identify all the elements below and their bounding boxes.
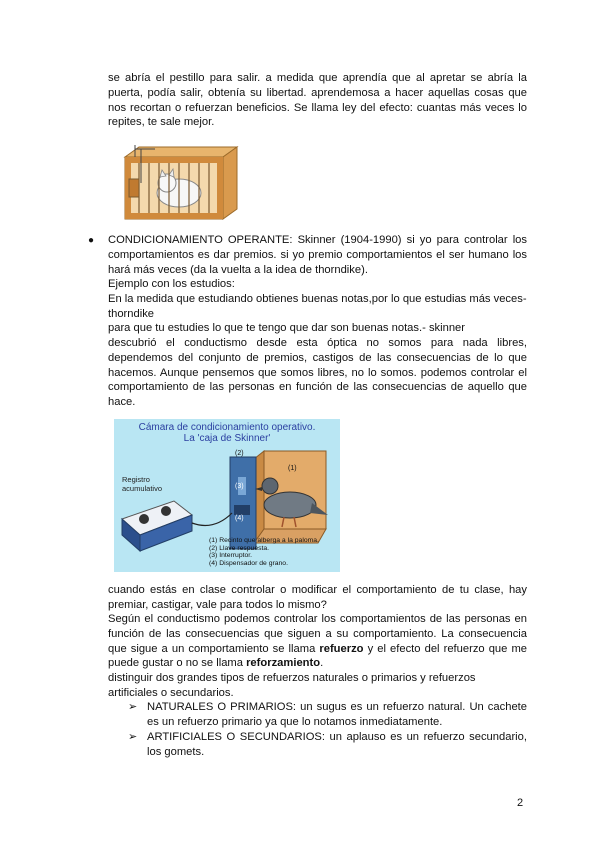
ejemplo-heading: Ejemplo con los estudios:: [108, 278, 235, 290]
reforzamiento-term: reforzamiento: [246, 657, 321, 670]
clase-question: cuando estás en clase controlar o modificar el comportamiento de tu clase, hay premiar, castigar, vale para todos lo mismo?: [108, 584, 527, 611]
refuerzo-text-a: Según el conductismo podemos controlar los comportamientos de las personas en función de las consecuencias que siguen a su comportamiento. La consecuencia que sigue a un comportamiento se llama: [108, 613, 527, 655]
intro-paragraph: se abría el pestillo para salir. a medida que aprendía que al apretar se abría la puerta, podía salir, obtenía su libertad. aprendemosa a hacer aquellas cosas que nos recortan o refuerzan beneficios. Se llama ley del efecto: cuantas más veces lo repites, te sale mejor.: [108, 72, 527, 129]
ejemplo-skinner: para que tu estudies lo que te tengo que dar son buenas notas.- skinner: [108, 322, 466, 334]
label-2: (2): [235, 450, 244, 457]
legend-item: (3) Interruptor.: [209, 552, 253, 560]
page-number: 2: [517, 797, 524, 809]
refuerzo-term: refuerzo: [319, 642, 364, 655]
figure-title-2: La 'caja de Skinner': [183, 433, 271, 444]
refuerzo-paragraph: [108, 612, 527, 671]
registro-label-2: acumulativo: [122, 484, 163, 493]
ejemplo-thorndike: En la medida que estudiando obtienes buenas notas,por lo que estudias más veces-thorndike: [108, 293, 527, 320]
legend-item: (1) Recinto que alberga a la paloma.: [209, 537, 319, 544]
operante-paragraph: CONDICIONAMIENTO OPERANTE: Skinner (1904-1990) si yo para controlar los comportamientos es dar premios. si yo premio comportamientos el ser humano los hará más veces (da la vuelta a la idea de thorndike).: [108, 234, 527, 276]
arrow-bullet-icon: ➢: [128, 701, 138, 713]
figure-title-1: Cámara de condicionamiento operativo.: [138, 422, 316, 433]
registro-label-1: Registro: [122, 475, 150, 484]
artificiales-item: ARTIFICIALES O SECUNDARIOS: un aplauso es un refuerzo secundario, los gomets.: [147, 731, 527, 758]
figure-legend: [209, 537, 319, 567]
naturales-item: NATURALES O PRIMARIOS: un sugus es un refuerzo natural. Un cachete es un refuerzo primario ya que lo notamos inmediatamente.: [147, 701, 527, 728]
cat-puzzle-box-image: [115, 143, 240, 222]
label-1: (1): [288, 465, 297, 472]
legend-item: (2) Llave respuesta.: [209, 544, 270, 552]
refuerzo-text-e: .: [320, 657, 324, 670]
refuerzo-text-c: y el efecto del refuerzo que me puede gustar o no se llama: [108, 642, 527, 670]
label-3: (3): [235, 483, 244, 490]
tipos-refuerzos: distinguir dos grandes tipos de refuerzos naturales o primarios y refuerzos artificiales o secundarios.: [108, 672, 476, 699]
conductismo-paragraph: descubrió el conductismo desde esta óptica no somos para nada libres, dependemos del conjunto de premios, castigos de las consecuencias de lo que hacemos. Aunque pensemos que somos libres, no lo somos. podemos controlar el comportamiento de las personas en función de las consecuencias de aquello que hace.: [108, 337, 527, 409]
legend-item: (4) Dispensador de grano.: [209, 559, 288, 567]
label-4: (4): [235, 515, 244, 522]
arrow-bullet-icon: ➢: [128, 731, 138, 743]
skinner-box-figure: [114, 419, 340, 572]
bullet-icon: ●: [88, 235, 95, 246]
